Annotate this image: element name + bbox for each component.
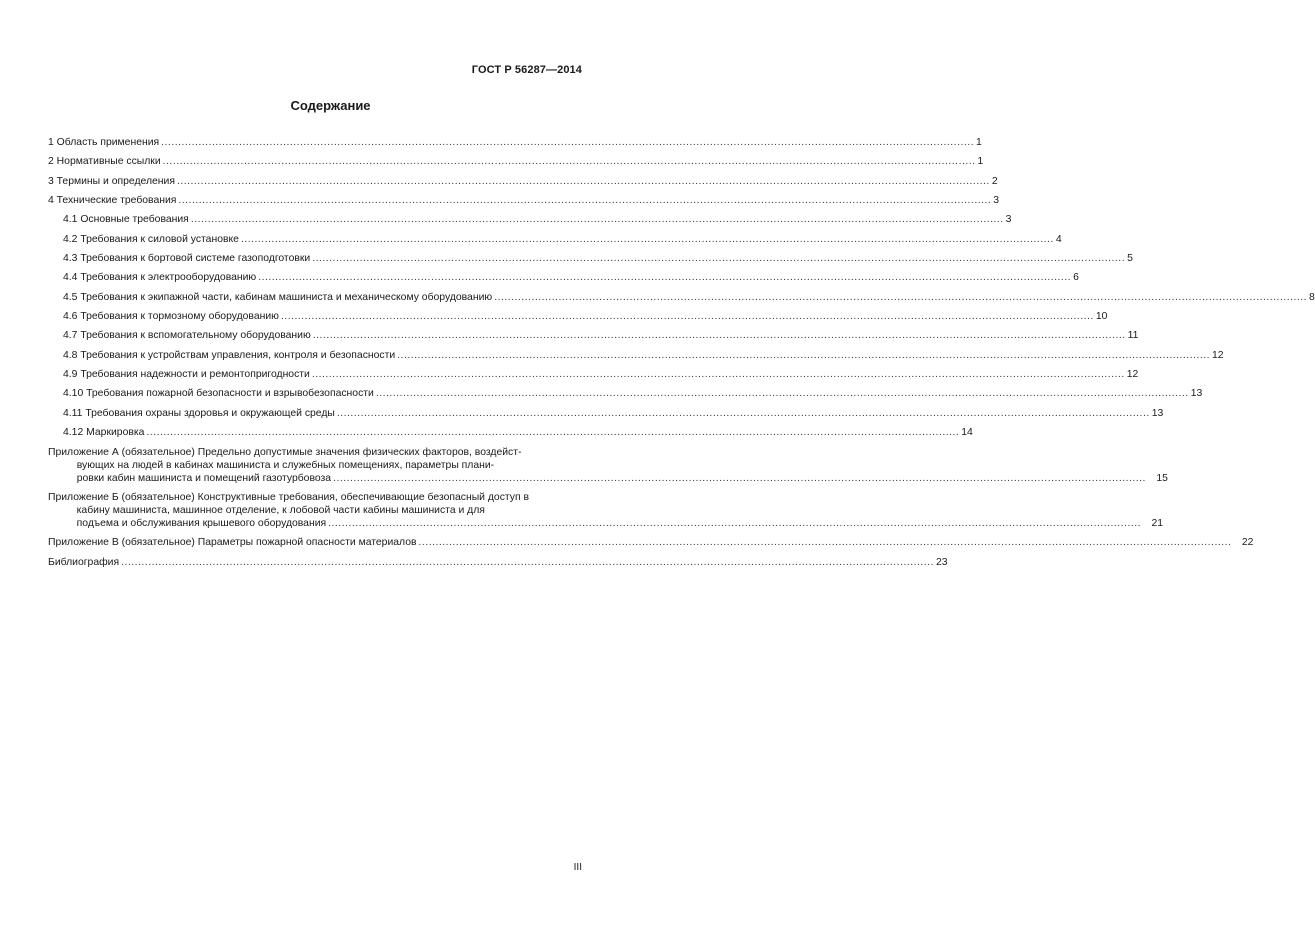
toc-entry-label: 2 Нормативные ссылки <box>48 156 161 168</box>
toc-page-number: 5 <box>1127 253 1133 265</box>
dot-leader <box>161 136 974 149</box>
toc-page-number: 12 <box>1212 349 1224 361</box>
dot-leader <box>241 233 1054 246</box>
dot-leader <box>328 517 1141 530</box>
dot-leader <box>258 271 1071 284</box>
toc-entry-4-11[interactable] <box>48 407 1164 420</box>
toc-page-number: 15 <box>1156 472 1168 484</box>
appendix-title-line: кабину машиниста, машинное отделение, к лобовой части кабины машиниста и для <box>76 504 485 516</box>
appendix-prefix: Приложение В (обязательное) <box>48 537 195 549</box>
toc-entry-label: 4.2 Требования к силовой установке <box>63 233 239 245</box>
dot-leader <box>312 252 1125 265</box>
toc-entry-label: 4.8 Требования к устройствам управления, контроля и безопасности <box>63 349 396 361</box>
toc-page-number: 2 <box>991 175 998 187</box>
dot-leader <box>333 472 1146 485</box>
toc-entry-label: 1 Область применения <box>48 137 160 148</box>
dot-leader <box>281 310 1094 323</box>
toc-entry-4-9[interactable] <box>48 368 1139 381</box>
toc-entry-4-2[interactable] <box>48 233 1062 246</box>
toc-entry-4-4[interactable] <box>48 271 1079 284</box>
toc-entry-label: 4.11 Требования охраны здоровья и окружающей среды <box>63 407 335 419</box>
document-code: ГОСТ Р 56287—2014 <box>471 64 582 76</box>
toc-entry-label: 4 Технические требования <box>48 195 177 207</box>
appendix-prefix: Приложение А (обязательное) <box>48 446 195 458</box>
toc-page-number: 14 <box>961 427 973 439</box>
toc-entry-label: 4.6 Требования к тормозному оборудованию <box>63 311 279 323</box>
toc-appendix-v[interactable] <box>48 536 1254 549</box>
dot-leader <box>178 194 991 207</box>
toc-entry-label: 4.9 Требования надежности и ремонтопригодности <box>63 369 310 381</box>
toc-page-number: 12 <box>1126 369 1139 381</box>
toc-entry-label: 4.1 Основные требования <box>63 214 189 226</box>
toc-page-number: 3 <box>993 195 1000 207</box>
toc-entry-4-10[interactable] <box>48 387 1203 400</box>
page-title: Содержание <box>290 98 371 113</box>
toc-page-number: 6 <box>1073 272 1079 284</box>
toc-entry-label: 3 Термины и определения <box>48 175 175 187</box>
dot-leader <box>312 368 1125 381</box>
appendix-title-line: Параметры пожарной опасности материалов <box>197 537 417 549</box>
toc-page-number: 3 <box>1005 214 1012 226</box>
toc-entry-4-5[interactable] <box>48 291 1315 304</box>
toc-entry-4-12[interactable] <box>48 426 973 439</box>
appendix-title-line: вующих на людей в кабинах машиниста и служебных помещениях, параметры плани- <box>76 459 495 471</box>
dot-leader <box>121 556 934 569</box>
toc-page-number: 1 <box>976 137 982 148</box>
appendix-title-line: Предельно допустимые значения физических факторов, воздейст- <box>197 446 522 458</box>
dot-leader <box>494 291 1307 304</box>
toc-page-number: 22 <box>1241 537 1254 549</box>
toc-entry-4-3[interactable] <box>48 252 1133 265</box>
toc-entry-1[interactable] <box>48 136 982 149</box>
toc-entry-label: Библиография <box>48 556 120 568</box>
dot-leader <box>376 387 1189 400</box>
toc-page-number: 4 <box>1055 233 1062 245</box>
toc-entry-2[interactable] <box>48 155 984 168</box>
page-number: III <box>573 862 582 873</box>
toc-entry-4-1[interactable] <box>48 213 1012 226</box>
toc-entry-label: 4.12 Маркировка <box>63 427 145 439</box>
toc-page-number: 11 <box>1127 330 1139 342</box>
dot-leader <box>313 329 1126 342</box>
appendix-title-line: ровки кабин машиниста и помещений газотурбовоза <box>76 472 332 484</box>
toc-page-number: 21 <box>1151 517 1163 529</box>
toc-entry-label: 4.7 Требования к вспомогательному оборудованию <box>63 330 311 342</box>
toc-entry-label: 4.4 Требования к электрооборудованию <box>63 272 257 284</box>
dot-leader <box>419 536 1232 549</box>
table-of-contents <box>48 136 1315 575</box>
dot-leader <box>177 175 990 188</box>
dot-leader <box>191 213 1004 226</box>
toc-page-number: 13 <box>1190 388 1203 400</box>
toc-page-number: 23 <box>935 556 948 568</box>
toc-entry-4-8[interactable] <box>48 349 1224 362</box>
toc-page-number: 13 <box>1151 407 1164 419</box>
toc-entry-bibliography[interactable] <box>48 556 948 569</box>
appendix-title-line: Конструктивные требования, обеспечивающие безопасный доступ в <box>197 491 530 503</box>
appendix-title-line: подъема и обслуживания крышевого оборудования <box>76 517 327 529</box>
toc-appendix-b[interactable] <box>48 491 1163 530</box>
toc-page-number: 10 <box>1095 311 1108 323</box>
toc-entry-label: 4.3 Требования к бортовой системе газоподготовки <box>63 253 311 265</box>
toc-entry-3[interactable] <box>48 175 998 188</box>
toc-page-number: 8 <box>1309 291 1315 303</box>
toc-page-number: 1 <box>977 156 984 168</box>
toc-entry-4-7[interactable] <box>48 329 1139 342</box>
dot-leader <box>337 407 1150 420</box>
toc-entry-4[interactable] <box>48 194 1000 207</box>
appendix-prefix: Приложение Б (обязательное) <box>48 491 195 503</box>
toc-entry-label: 4.10 Требования пожарной безопасности и взрывобезопасности <box>63 388 374 400</box>
toc-appendix-a[interactable] <box>48 446 1168 485</box>
toc-entry-4-6[interactable] <box>48 310 1108 323</box>
dot-leader <box>163 155 976 168</box>
toc-entry-label: 4.5 Требования к экипажной части, кабинам машиниста и механическому оборудованию <box>63 291 493 303</box>
dot-leader <box>397 349 1210 362</box>
dot-leader <box>146 426 959 439</box>
